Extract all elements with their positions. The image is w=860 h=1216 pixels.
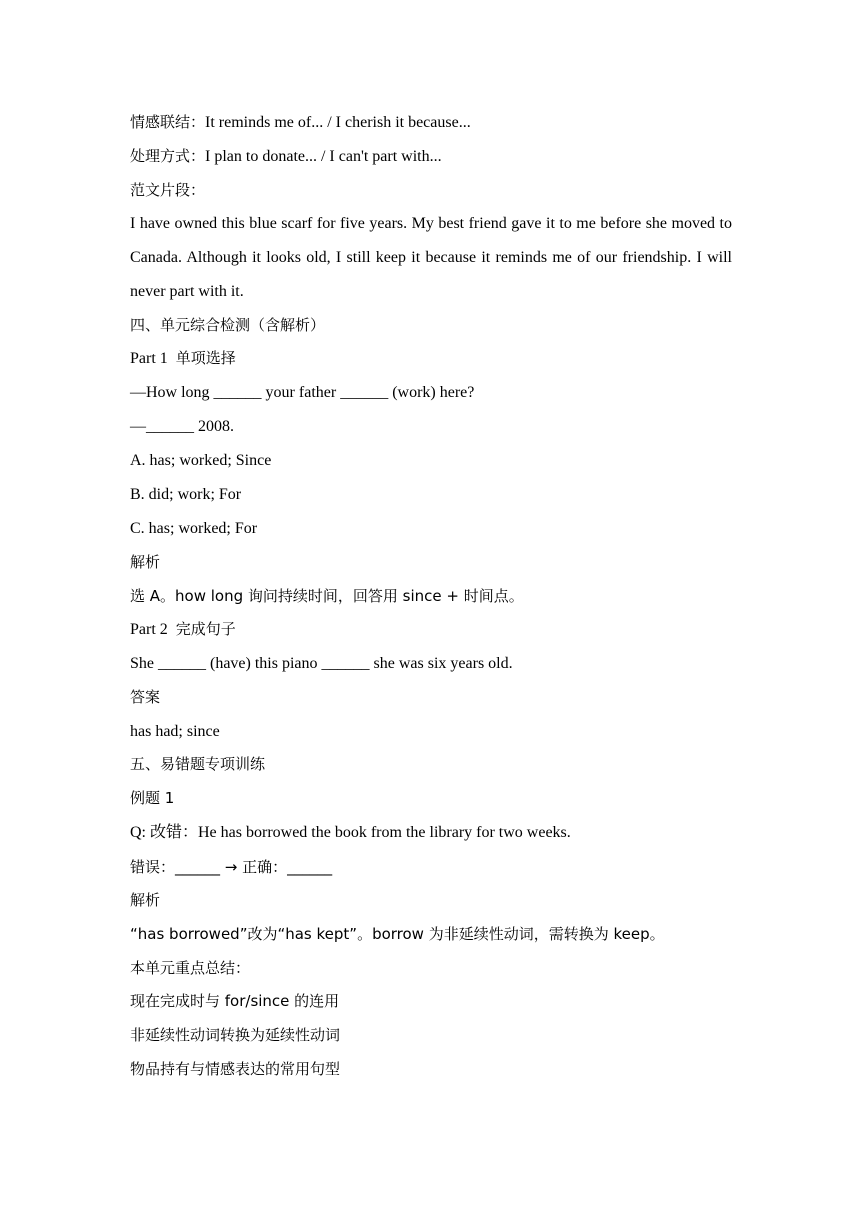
part1-heading [130,348,732,369]
emotion-text: It reminds me of... / I cherish it because... [205,114,471,131]
summary-point-2: 非延续性动词转换为延续性动词 [130,1026,341,1044]
part2-title: 完成句子 [175,620,236,638]
section5-analysis: “has borrowed”改为“has kept”。borrow 为非延续性动词，需转换为 keep。 [130,925,665,943]
part1-question: —How long ______ your father ______ (work) here? [130,384,475,401]
part1-analysis: 选 A。how long 询问持续时间，回答用 since + 时间点。 [130,587,524,605]
handling-line [130,146,732,167]
part1-analysis-heading: 解析 [130,553,161,571]
summary-heading: 本单元重点总结： [130,959,251,977]
option-a: A. has; worked; Since [130,452,272,469]
part2-answer-heading: 答案 [130,688,161,706]
option-b: B. did; work; For [130,486,242,503]
example-label: 例题 1 [130,789,175,807]
handling-text: I plan to donate... / I can't part with... [205,148,442,165]
section5-title: 五、易错题专项训练 [130,755,266,773]
sample-paragraph: I have owned this blue scarf for five years. My best friend gave it to me before she moved to Canada. Although it looks old, I still keep it because it reminds me of our friendship. I will never part with it. [130,215,732,300]
handling-label: 处理方式： [130,147,206,165]
part2-label: Part 2 [130,621,168,638]
summary-point-1: 现在完成时与 for/since 的连用 [130,992,340,1010]
summary-point-3: 物品持有与情感表达的常用句型 [130,1060,341,1078]
part1-answer-line: —______ 2008. [130,418,234,435]
part2-question: She ______ (have) this piano ______ she was six years old. [130,655,513,672]
section5-question: Q: 改错：He has borrowed the book from the library for two weeks. [130,824,571,841]
option-c: C. has; worked; For [130,520,258,537]
emotion-line [130,112,732,133]
emotion-label: 情感联结： [130,113,206,131]
part1-label: Part 1 [130,350,168,367]
section5-fill-line: 错误：______ → 正确：______ [130,858,333,876]
sample-heading: 范文片段： [130,181,206,199]
part2-heading [130,619,732,640]
part1-title: 单项选择 [175,349,236,367]
section4-title: 四、单元综合检测（含解析） [130,316,326,334]
section5-analysis-heading: 解析 [130,891,161,909]
part2-answer: has had; since [130,723,220,740]
